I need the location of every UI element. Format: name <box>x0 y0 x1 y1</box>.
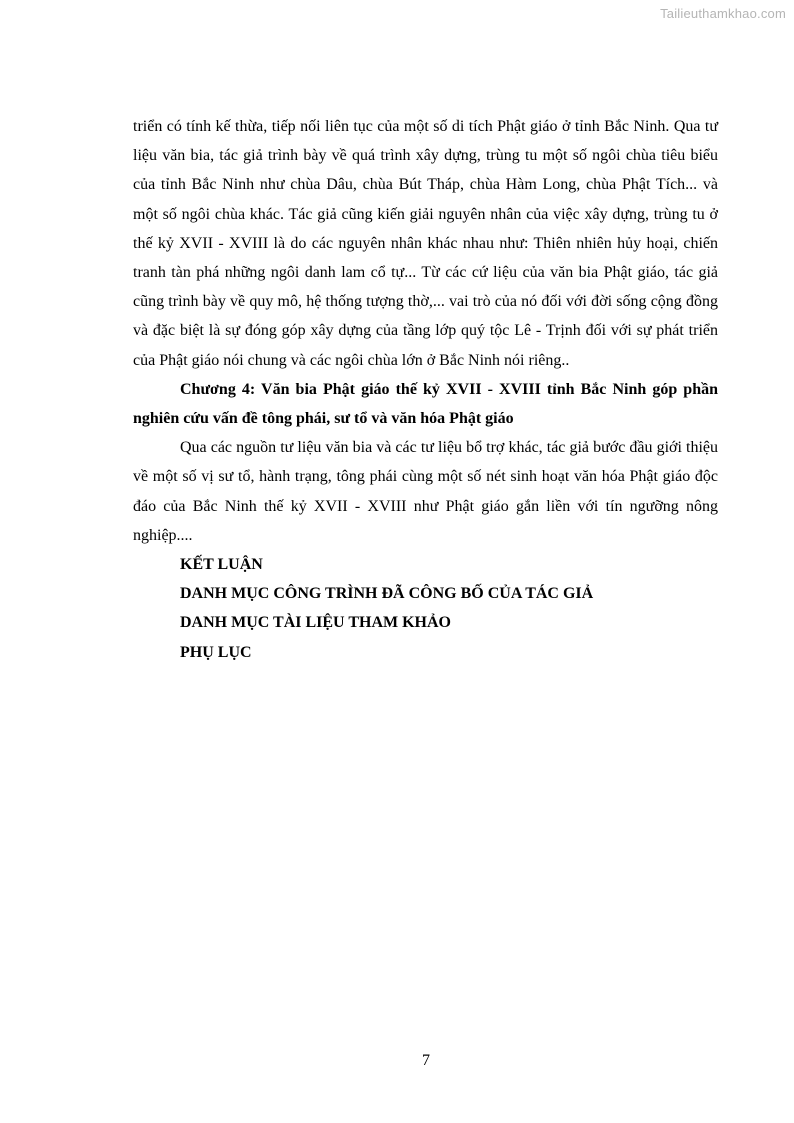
page-number: 7 <box>422 1052 430 1069</box>
heading-publications: DANH MỤC CÔNG TRÌNH ĐÃ CÔNG BỐ CỦA TÁC GIẢ <box>180 585 594 603</box>
heading-conclusion: KẾT LUẬN <box>180 556 263 574</box>
document-body <box>133 112 718 667</box>
paragraph-chapter3-summary: triển có tính kế thừa, tiếp nối liên tục của một số di tích Phật giáo ở tỉnh Bắc Ninh. Qua tư liệu văn bia, tác giả trình bày về quá trình xây dựng, trùng tu một số ngôi chùa tiêu biểu của tỉnh Bắc Ninh như chùa Dâu, chùa Bút Tháp, chùa Hàm Long, chùa Phật Tích... và một số ngôi chùa khác. Tác giả cũng kiến giải nguyên nhân của việc xây dựng, trùng tu ở thế kỷ XVII - XVIII là do các nguyên nhân khác nhau như: Thiên nhiên hủy hoại, chiến tranh tàn phá những ngôi danh lam cổ tự... Từ các cứ liệu của văn bia Phật giáo, tác giả cũng trình bày về quy mô, hệ thống tượng thờ,... vai trò của nó đối với đời sống cộng đồng và đặc biệt là sự đóng góp xây dựng của tầng lớp quý tộc Lê - Trịnh đối với sự phát triển của Phật giáo nói chung và các ngôi chùa lớn ở Bắc Ninh nói riêng.. <box>133 118 718 369</box>
watermark-text: Tailieuthamkhao.com <box>660 6 786 21</box>
paragraph-chapter4-summary: Qua các nguồn tư liệu văn bia và các tư liệu bổ trợ khác, tác giả bước đầu giới thiệu về một số vị sư tổ, hành trạng, tông phái cùng một số nét sinh hoạt văn hóa Phật giáo độc đáo của Bắc Ninh thế kỷ XVII - XVIII như Phật giáo gắn liền với tín ngưỡng nông nghiệp.... <box>133 439 718 544</box>
heading-appendix: PHỤ LỤC <box>180 643 252 661</box>
heading-references: DANH MỤC TÀI LIỆU THAM KHẢO <box>180 614 451 632</box>
chapter-4-title: Chương 4: Văn bia Phật giáo thế kỷ XVII - XVIII tỉnh Bắc Ninh góp phần nghiên cứu vấn đề tông phái, sư tổ và văn hóa Phật giáo <box>133 380 718 428</box>
